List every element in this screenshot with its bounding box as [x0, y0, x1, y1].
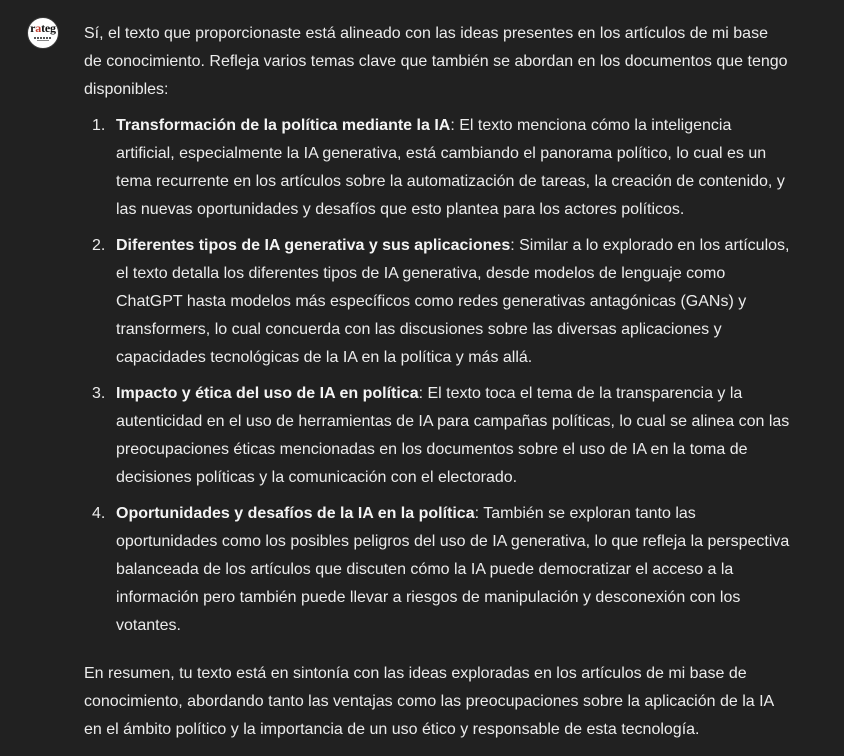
list-item — [84, 500, 790, 640]
list-item-number: 1. — [92, 117, 106, 134]
list-item-title: Oportunidades y desafíos de la IA en la política — [116, 505, 475, 522]
list-item — [84, 380, 790, 492]
numbered-list — [84, 112, 790, 640]
list-item-number: 4. — [92, 505, 106, 522]
list-item — [84, 232, 790, 372]
assistant-avatar — [27, 17, 59, 49]
list-item-title: Diferentes tipos de IA generativa y sus aplicaciones — [116, 237, 511, 254]
summary-paragraph: En resumen, tu texto está en sintonía con las ideas exploradas en los artículos de mi base de conocimiento, abordando tanto las ventajas como las preocupaciones sobre la aplicación de la IA en el ámbito político y la importancia de un uso ético y responsable de esta tecnología. — [84, 665, 774, 738]
list-item-number: 3. — [92, 385, 106, 402]
list-item-body: : El texto menciona cómo la inteligencia artificial, especialmente la IA generativa, está cambiando el panorama político, lo cual es un tema recurrente en los artículos sobre la automatización de tareas, la creación de contenido, y las nuevas oportunidades y desafíos que esto plantea para los actores políticos. — [116, 117, 785, 218]
avatar-logo-underline-small — [37, 40, 49, 41]
intro-paragraph: Sí, el texto que proporcionaste está alineado con las ideas presentes en los artículos de mi base de conocimiento. Refleja varios temas clave que también se abordan en los documentos que tengo disponibles: — [84, 25, 788, 98]
list-item-title: Impacto y ética del uso de IA en política — [116, 385, 419, 402]
avatar-logo: rateg — [30, 20, 56, 35]
message-content — [84, 20, 790, 744]
list-item-title: Transformación de la política mediante la IA — [116, 117, 451, 134]
list-item-body: : El texto toca el tema de la transparencia y la autenticidad en el uso de herramientas de IA para campañas políticas, lo cual se alinea con las preocupaciones éticas mencionadas en los documentos sobre el uso de IA en la toma de decisiones políticas y la comunicación con el electorado. — [116, 385, 790, 486]
list-item-body: : También se exploran tanto las oportunidades como los posibles peligros del uso de IA generativa, lo que refleja la perspectiva balanceada de los artículos que discuten cómo la IA puede democratizar el acceso a la información pero también puede llevar a riesgos de manipulación y desconexión con los votantes. — [116, 505, 790, 634]
list-item — [84, 112, 790, 224]
avatar-logo-underline — [34, 37, 52, 39]
list-item-body: : Similar a lo explorado en los artículos, el texto detalla los diferentes tipos de IA generativa, desde modelos de lenguaje como ChatGPT hasta modelos más específicos como redes generativas antagónicas (GANs) y transformers, lo cual concuerda con las discusiones sobre las diversas aplicaciones y capacidades tecnológicas de la IA en la política y más allá. — [116, 237, 790, 366]
list-item-number: 2. — [92, 237, 106, 254]
